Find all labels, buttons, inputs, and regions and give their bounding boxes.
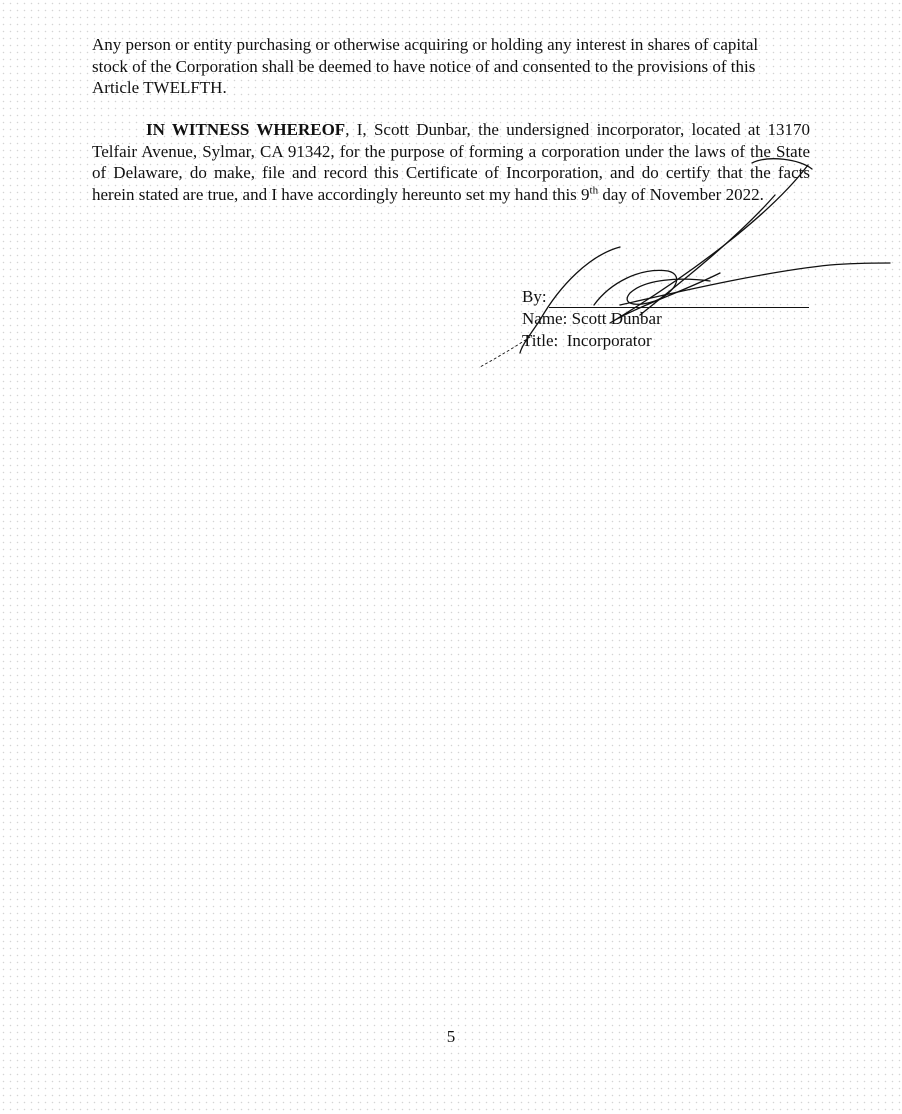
title-label: Title: <box>522 331 559 350</box>
witness-paragraph <box>92 119 810 205</box>
title-value: Incorporator <box>566 331 652 350</box>
page-number: 5 <box>446 1027 456 1046</box>
signature-title-row <box>522 330 822 352</box>
notice-paragraph: Any person or entity purchasing or otherwise acquiring or holding any interest in shares of capital stock of the Corporation shall be deemed to have notice of and consented to the provisions of this Article TWELFTH. <box>92 35 759 97</box>
signature-name-row <box>522 308 822 330</box>
witness-lead: IN WITNESS WHEREOF <box>146 120 346 139</box>
signature-by-row <box>522 286 822 308</box>
ordinal-suffix: th <box>589 183 599 196</box>
signature-block <box>522 286 822 352</box>
witness-body: , I, Scott Dunbar, the undersigned incorporator, located at 13170 Telfair Avenue, Sylmar, CA 91342, for the purpose of forming a corporation under the laws of the State of Delaware, do make, file and record this Certificate of Incorporation, and do certify that the facts herein stated are true, and I have accordingly hereunto set my hand this 9 <box>92 120 810 204</box>
signature-line <box>549 293 809 308</box>
witness-body-end: day of November 2022. <box>598 184 764 204</box>
name-value: Scott Dunbar <box>571 309 662 328</box>
by-label: By: <box>522 287 547 306</box>
name-label: Name: <box>522 309 568 328</box>
